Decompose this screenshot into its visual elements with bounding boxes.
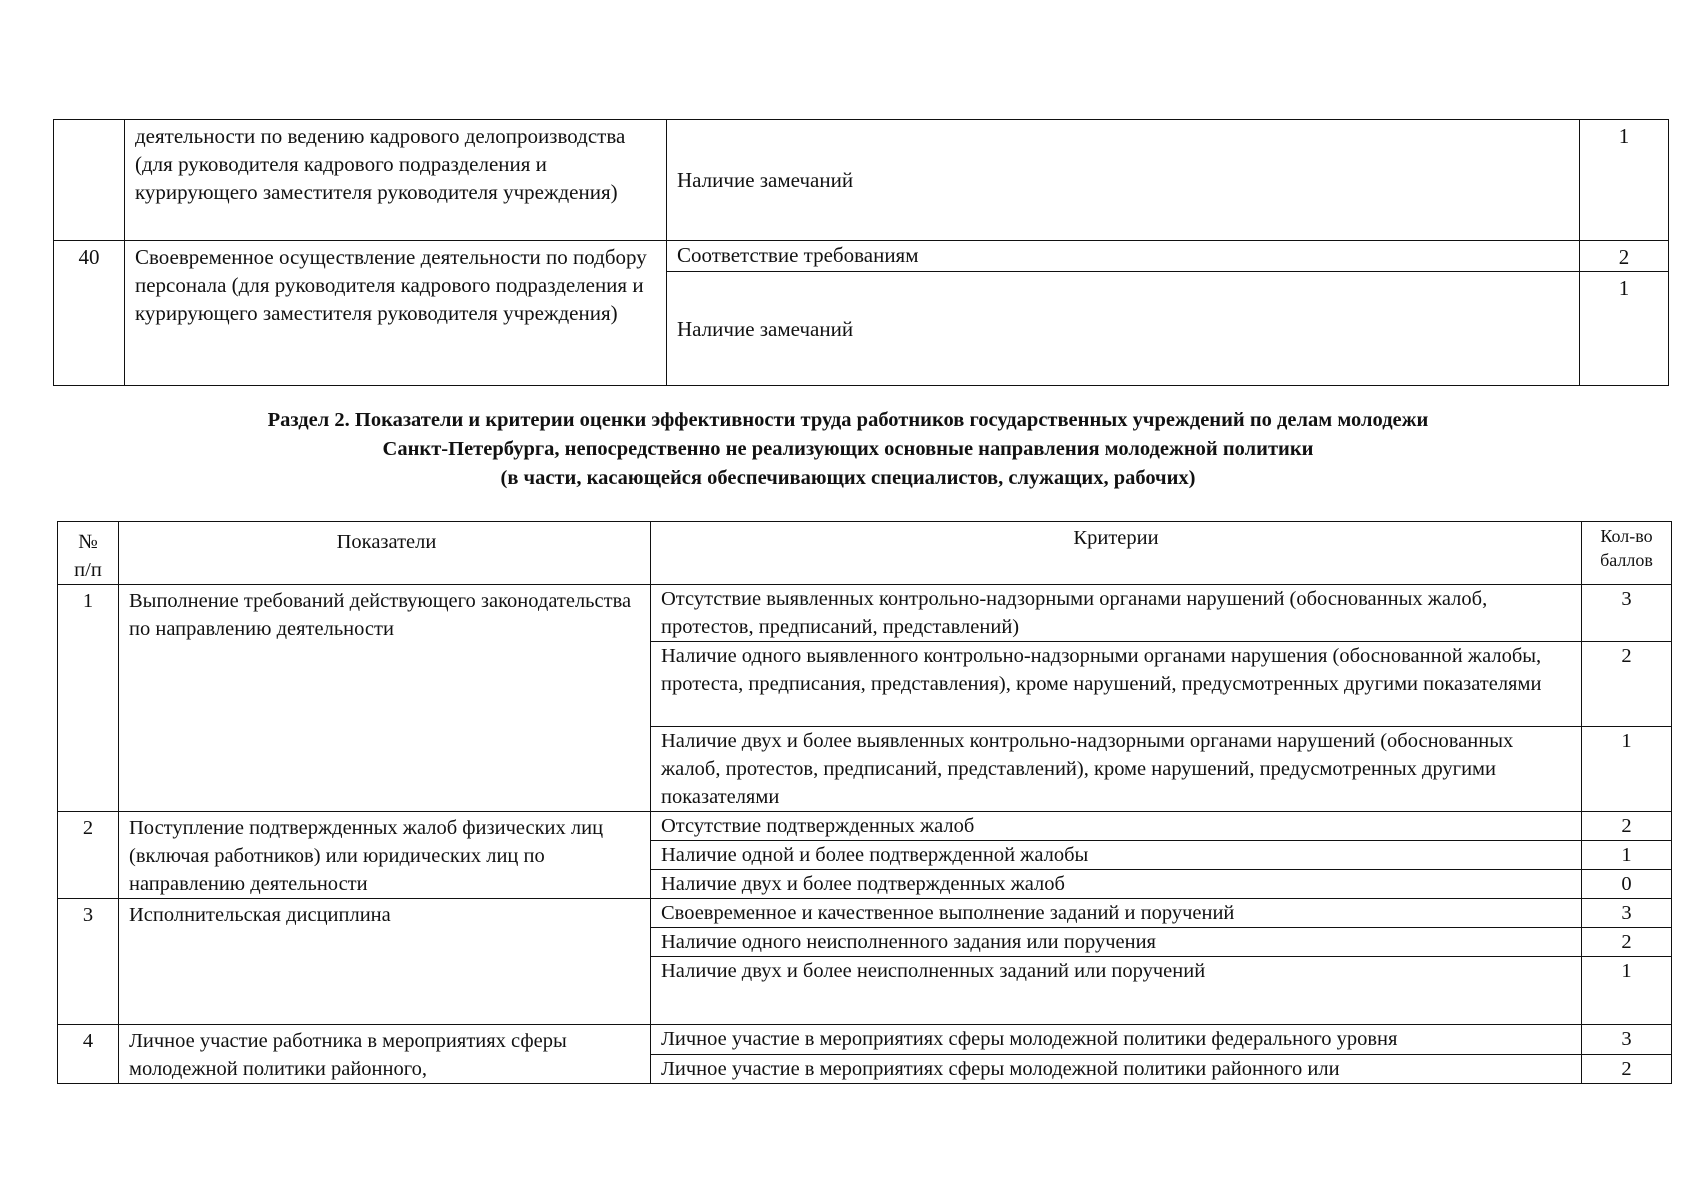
- points-cell: 1: [1582, 727, 1672, 812]
- points-cell: 2: [1582, 642, 1672, 727]
- row-number: 4: [58, 1025, 119, 1084]
- header-points: Кол-во баллов: [1582, 522, 1672, 585]
- row-number: [54, 120, 125, 241]
- indicator-cell: Личное участие работника в мероприятиях сферы молодежной политики районного,: [119, 1025, 651, 1084]
- criterion-cell: [667, 120, 1580, 241]
- table-row: [58, 585, 1672, 642]
- points-cell: 2: [1580, 241, 1669, 272]
- table-row: [58, 899, 1672, 928]
- criterion-cell: Соответствие требованиям: [667, 241, 1580, 272]
- points-cell: 3: [1582, 585, 1672, 642]
- indicator-cell: Исполнительская дисциплина: [119, 899, 651, 1025]
- row-number: 3: [58, 899, 119, 1025]
- table-row: [54, 120, 1669, 241]
- table-row: [58, 812, 1672, 841]
- criteria-table: [57, 521, 1672, 1084]
- points-cell: 1: [1582, 957, 1672, 1025]
- points-cell: 0: [1582, 870, 1672, 899]
- criterion-cell: Наличие одной и более подтвержденной жалобы: [651, 841, 1582, 870]
- row-number: 40: [54, 241, 125, 386]
- indicator-cell: Своевременное осуществление деятельности по подбору персонала (для руководителя кадрового подразделения и курирующего заместителя руководителя учреждения): [125, 241, 667, 386]
- table-row: [58, 1025, 1672, 1055]
- header-criteria: Критерии: [651, 522, 1582, 585]
- criterion-text: Наличие замечаний: [677, 316, 854, 341]
- points-cell: 3: [1582, 1025, 1672, 1055]
- heading-line-1: Раздел 2. Показатели и критерии оценки эффективности труда работников государственных учреждений по делам молодежи: [267, 409, 1429, 431]
- row-number: 2: [58, 812, 119, 899]
- criterion-cell: Наличие двух и более неисполненных заданий или поручений: [651, 957, 1582, 1025]
- criterion-cell: Своевременное и качественное выполнение заданий и поручений: [651, 899, 1582, 928]
- points-cell: 2: [1582, 1054, 1672, 1084]
- criterion-cell: Отсутствие подтвержденных жалоб: [651, 812, 1582, 841]
- criterion-cell: Отсутствие выявленных контрольно-надзорными органами нарушений (обоснованных жалоб, протестов, предписаний, представлений): [651, 585, 1582, 642]
- heading-line-3: (в части, касающейся обеспечивающих специалистов, служащих, рабочих): [500, 467, 1196, 489]
- heading-line-2: Санкт-Петербурга, непосредственно не реализующих основные направления молодежной политики: [382, 438, 1314, 460]
- points-cell: 1: [1582, 841, 1672, 870]
- points-cell: 1: [1580, 272, 1669, 386]
- criterion-cell: Личное участие в мероприятиях сферы молодежной политики районного или: [651, 1054, 1582, 1084]
- continuation-table: [53, 119, 1669, 386]
- header-indicators: Показатели: [119, 522, 651, 585]
- table-row: [54, 241, 1669, 272]
- criterion-cell: Наличие одного неисполненного задания или поручения: [651, 928, 1582, 957]
- criterion-cell: Наличие двух и более подтвержденных жалоб: [651, 870, 1582, 899]
- criterion-cell: Личное участие в мероприятиях сферы молодежной политики федерального уровня: [651, 1025, 1582, 1055]
- indicator-cell: деятельности по ведению кадрового делопроизводства (для руководителя кадрового подразделения и курирующего заместителя руководителя учреждения): [125, 120, 667, 241]
- criterion-text: Наличие замечаний: [677, 168, 854, 192]
- criterion-cell: Наличие одного выявленного контрольно-надзорными органами нарушения (обоснованной жалобы, протеста, предписания, представления), кроме нарушений, предусмотренных другими показателями: [651, 642, 1582, 727]
- criterion-cell: [667, 272, 1580, 386]
- points-cell: 2: [1582, 812, 1672, 841]
- row-number: 1: [58, 585, 119, 812]
- criterion-cell: Наличие двух и более выявленных контрольно-надзорными органами нарушений (обоснованных жалоб, протестов, предписаний, представлений), кроме нарушений, предусмотренных другими показателями: [651, 727, 1582, 812]
- section-heading: [0, 406, 1696, 493]
- header-num: № п/п: [58, 522, 119, 585]
- indicator-cell: Выполнение требований действующего законодательства по направлению деятельности: [119, 585, 651, 812]
- points-cell: 1: [1580, 120, 1669, 241]
- points-cell: 3: [1582, 899, 1672, 928]
- points-cell: 2: [1582, 928, 1672, 957]
- indicator-cell: Поступление подтвержденных жалоб физических лиц (включая работников) или юридических лиц по направлению деятельности: [119, 812, 651, 899]
- table-header-row: [58, 522, 1672, 585]
